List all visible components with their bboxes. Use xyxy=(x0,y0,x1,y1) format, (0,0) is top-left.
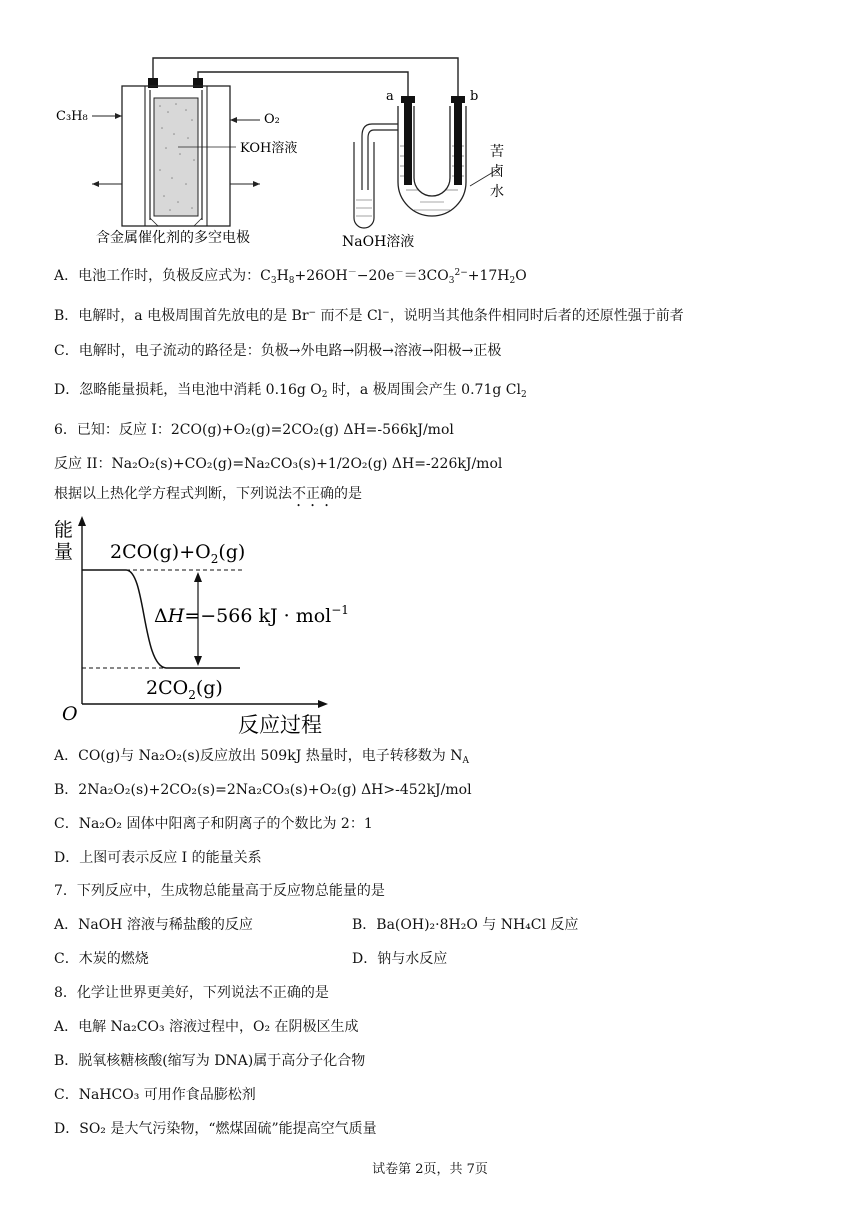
q7-option-c: C．木炭的燃烧 xyxy=(54,951,149,967)
delta-h-label: ΔH=−566 kJ · mol$^{-1}$ xyxy=(154,603,349,627)
q8-option-a: A．电解 Na₂CO₃ 溶液过程中，O₂ 在阴极区生成 xyxy=(54,1019,359,1035)
electrode-b-label: b xyxy=(470,89,479,104)
q5-option-d: D．忽略能量损耗，当电池中消耗 0.16g $O_2$ 时，a 极周围会产生 0.71g $Cl_2$ xyxy=(54,382,527,400)
brine-label-1: 苦 xyxy=(490,144,504,160)
top-state-label: $2CO(g)+O_2(g)$ xyxy=(110,541,246,566)
q5-option-b: B．电解时，a 电极周围首先放电的是 Br− 而不是 Cl−，说明当其他条件相同时后者的还原性强于前者 xyxy=(54,308,684,324)
y-axis-label-2: 量 xyxy=(54,541,74,563)
energy-diagram xyxy=(50,514,350,738)
electrode-a-label: a xyxy=(386,89,394,104)
electrode-caption: 含金属催化剂的多空电极 xyxy=(96,230,250,246)
q8-option-c: C．NaHCO₃ 可用作食品膨松剂 xyxy=(54,1087,256,1103)
electrolyte-label: KOH溶液 xyxy=(240,141,298,156)
q5-option-c: C．电解时，电子流动的路径是：负极→外电路→阴极→溶液→阳极→正极 xyxy=(54,343,502,359)
q8-option-d: D．SO₂ 是大气污染物，“燃煤固硫”能提高空气质量 xyxy=(54,1121,377,1137)
naoh-label: NaOH溶液 xyxy=(342,234,415,250)
gas-left-label: C₃H₈ xyxy=(56,109,88,124)
page-footer: 试卷第 2页，共 7页 xyxy=(372,1162,488,1177)
q6-option-b: B．2Na₂O₂(s)+2CO₂(s)=2Na₂CO₃(s)+O₂(g) ΔH>-452kJ/mol xyxy=(54,782,472,798)
q7-option-d: D．钠与水反应 xyxy=(352,951,448,967)
x-axis-label: 反应过程 xyxy=(238,713,322,737)
q7-option-a: A．NaOH 溶液与稀盐酸的反应 xyxy=(54,917,253,933)
brine-label-2: 卤 xyxy=(490,164,504,180)
q7-option-b: B．Ba(OH)₂·8H₂O 与 NH₄Cl 反应 xyxy=(352,917,579,933)
q8-stem: 8．化学让世界更美好，下列说法不正确的是 xyxy=(54,985,329,1001)
q6-option-c: C．Na₂O₂ 固体中阳离子和阴离子的个数比为 2：1 xyxy=(54,816,373,832)
q6-stem-line-3: 根据以上热化学方程式判断，下列说法不正确的是 xyxy=(54,486,362,502)
q6-option-d: D．上图可表示反应 I 的能量关系 xyxy=(54,850,262,866)
q5-option-a: A．电池工作时，负极反应式为：$C_3H_8+26OH^--20e^-=3CO_3^{2-}+17H_2O$ xyxy=(54,268,527,286)
gas-right-label: O₂ xyxy=(264,112,280,127)
y-axis-label-1: 能 xyxy=(54,519,74,541)
brine-label-3: 水 xyxy=(490,184,504,200)
bottom-state-label: $2CO_2(g)$ xyxy=(146,677,223,702)
q6-option-a: A．CO(g)与 Na₂O₂(s)反应放出 509kJ 热量时，电子转移数为 $N_A$ xyxy=(54,748,469,766)
q6-stem-line-1: 6．已知：反应 I：2CO(g)+O₂(g)=2CO₂(g) ΔH=-566kJ/mol xyxy=(54,422,454,438)
q8-option-b: B．脱氧核糖核酸(缩写为 DNA)属于高分子化合物 xyxy=(54,1053,366,1069)
origin-label: O xyxy=(62,703,78,725)
q6-stem-line-2: 反应 II：Na₂O₂(s)+CO₂(g)=Na₂CO₃(s)+1/2O₂(g) ΔH=-226kJ/mol xyxy=(54,456,503,472)
electrolysis-apparatus-figure xyxy=(50,50,520,260)
q7-stem: 7．下列反应中，生成物总能量高于反应物总能量的是 xyxy=(54,883,385,899)
